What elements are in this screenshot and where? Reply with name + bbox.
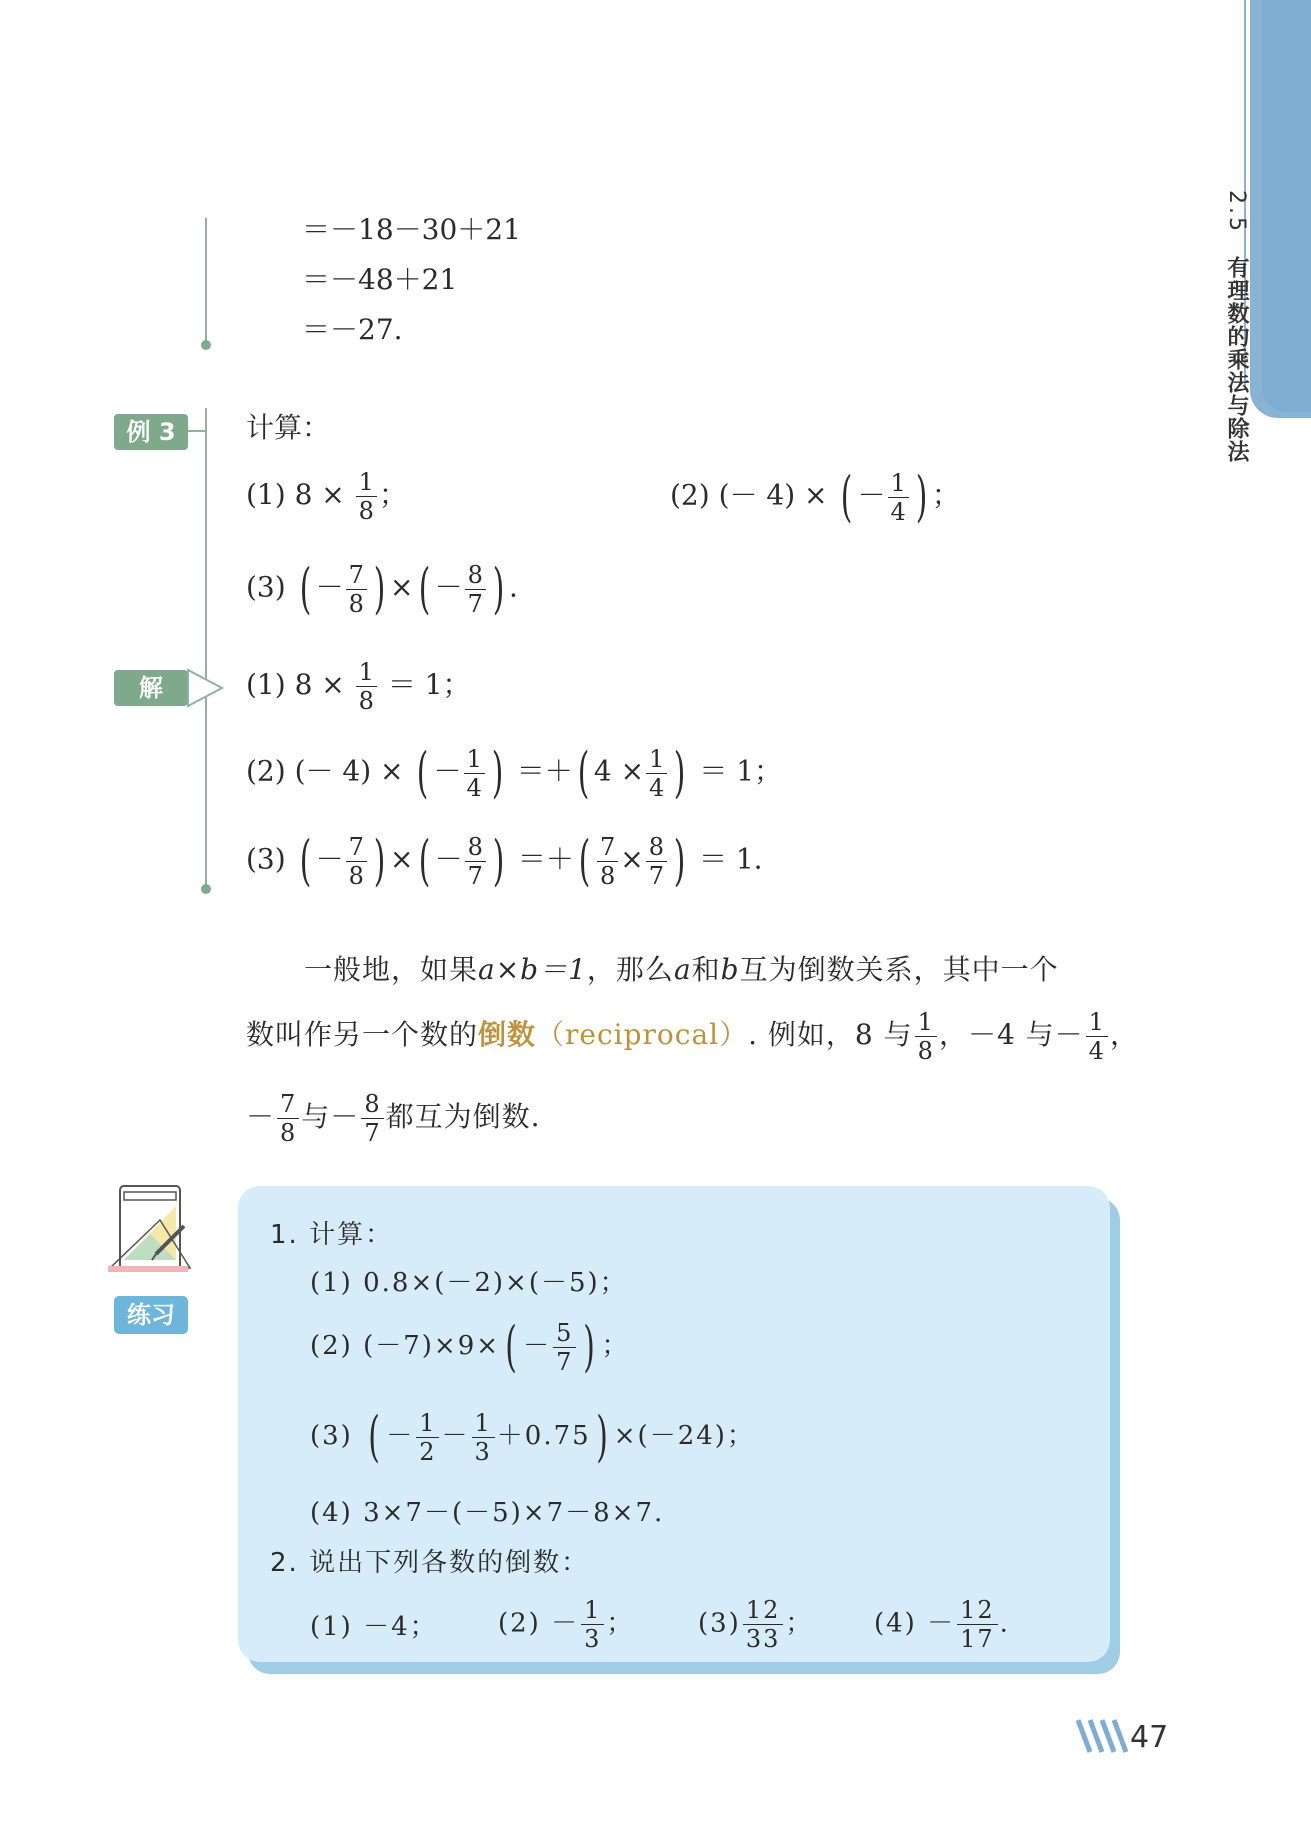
solution-line-1 [246, 660, 471, 713]
q1-part-4: (4) 3×7－(－5)×7－8×7. [310, 1498, 665, 1528]
fraction [888, 468, 909, 526]
fraction [465, 832, 486, 890]
q1-2-suffix: ； [601, 1331, 630, 1361]
def-text: . 例如，8 与 [748, 1018, 913, 1051]
denominator: 7 [467, 589, 483, 618]
right-paren: ) [491, 741, 504, 804]
right-paren: ) [673, 829, 686, 892]
left-paren: ( [841, 465, 853, 528]
numerator: 1 [1086, 1010, 1108, 1037]
def-text: － [246, 1100, 276, 1133]
s2-suffix: ＝ 1； [699, 754, 783, 788]
fraction [356, 660, 377, 713]
left-paren: ( [418, 829, 430, 892]
page-number: 47 [1130, 1720, 1169, 1755]
q2-3-suffix: ； [785, 1608, 814, 1639]
prev-solution-rule [205, 218, 207, 346]
right-paren: ) [674, 741, 686, 804]
q1-3-suffix: ×(－24)； [613, 1421, 755, 1451]
p3-prefix: (3) [246, 570, 286, 604]
q2-2-prefix: (2) － [498, 1608, 580, 1639]
denominator: 7 [364, 1119, 381, 1147]
q1-part-3: (3) ( － $\frac{1}{2}$ － $\frac{1}{3}$ ＋0.75) ×(－24)； [310, 1405, 755, 1468]
def-text: 都互为倒数. [385, 1100, 541, 1133]
fraction [646, 832, 667, 890]
q2-part-4 [874, 1598, 1010, 1651]
chapter-title-vertical [1222, 190, 1252, 463]
def-text: ， [1109, 1018, 1139, 1051]
denominator: 17 [960, 1625, 995, 1653]
right-paren: ) [373, 557, 386, 620]
left-paren: ( [299, 829, 311, 892]
prev-solution-dot [201, 340, 211, 350]
numerator: 12 [743, 1598, 784, 1625]
q2-3-prefix: (3) [698, 1608, 741, 1639]
example-label: 例 3 [114, 414, 188, 450]
numerator: 8 [465, 835, 486, 862]
solution-line-3: (3) ( － $\frac{7}{8}$ ) ×( － $\frac{8}{7}$ ) ＝＋( $\frac{7}{8}$ × $\frac{8}{7}$ ) ＝ 1. [246, 829, 763, 892]
example-part-2 [670, 465, 960, 528]
solution-line-2: (2) (－ 4) × ( － $\frac{1}{4}$ ) ＝＋( 4 × $\frac{1}{4}$ ) ＝ 1； [246, 741, 783, 804]
q1-2-prefix: (2) (－7)×9× [310, 1331, 501, 1361]
right-paren: ) [373, 829, 386, 892]
def-var-b: b [720, 953, 740, 986]
s2-prefix: (2) (－ 4) × [246, 754, 404, 788]
denominator: 2 [419, 1437, 437, 1466]
numerator: 1 [888, 471, 909, 498]
numerator: 1 [416, 1411, 439, 1438]
q2-part-2 [498, 1598, 634, 1651]
denominator: 8 [348, 589, 364, 618]
denominator: 4 [466, 773, 482, 802]
fraction [915, 1010, 937, 1063]
def-var-a: a [673, 953, 692, 986]
q1-part-1: (1) 0.8×(－2)×(－5)； [310, 1268, 628, 1298]
example-part-3: (3) ( － $\frac{7}{8}$ ) ×( － $\frac{8}{7}$ ) . [246, 557, 518, 620]
numerator: 7 [597, 835, 618, 862]
s1-prefix: (1) 8 × [246, 668, 345, 701]
keyword-english: （reciprocal） [536, 1018, 749, 1051]
numerator: 1 [646, 747, 667, 774]
q1-3-prefix: (3) [310, 1421, 353, 1451]
keyword-reciprocal: 倒数 [478, 1018, 537, 1051]
numerator: 7 [277, 1092, 299, 1119]
section-title: 有理数的乘法与除法 [1224, 256, 1249, 463]
fraction [743, 1598, 784, 1651]
right-paren: ) [492, 557, 505, 620]
numerator: 1 [581, 1598, 604, 1625]
denominator: 4 [1088, 1037, 1105, 1065]
fraction [957, 1598, 998, 1651]
left-paren: ( [299, 557, 311, 620]
denominator: 8 [280, 1119, 297, 1147]
p2-suffix: ； [931, 478, 960, 512]
left-paren: ( [578, 829, 591, 892]
left-paren: ( [368, 1405, 381, 1468]
fraction [472, 1408, 495, 1466]
denominator: 8 [358, 687, 374, 715]
practice-label: 练习 [114, 1296, 188, 1334]
s3-prefix: (3) [246, 842, 286, 876]
q1-part-2: (2) (－7)×9×( － $\frac{5}{7}$ ) ； [310, 1315, 630, 1378]
right-paren: ) [583, 1315, 597, 1378]
fraction [1086, 1010, 1108, 1063]
fraction [356, 470, 377, 523]
denominator: 4 [649, 773, 665, 802]
example-rule [205, 408, 207, 888]
left-paren: ( [417, 741, 429, 804]
example-end-dot [201, 884, 211, 894]
s1-suffix: ＝ 1； [387, 668, 471, 701]
numerator: 5 [553, 1321, 576, 1348]
numerator: 8 [646, 835, 667, 862]
def-text: ，那么 [586, 953, 674, 986]
numerator: 1 [464, 747, 485, 774]
denominator: 8 [358, 497, 374, 525]
numerator: 7 [346, 835, 367, 862]
page-stripes-icon [1074, 1718, 1130, 1754]
prev-line-3: ＝－27. [302, 313, 403, 346]
left-paren: ( [418, 557, 430, 620]
denominator: 8 [917, 1037, 934, 1065]
denominator: 3 [584, 1625, 602, 1653]
definition-line-2 [246, 1010, 1139, 1063]
prev-line-1: ＝－18－30＋21 [302, 213, 521, 246]
def-expression: a×b＝1 [478, 953, 587, 986]
definition-line-3 [246, 1092, 541, 1145]
side-chapter-tab [1262, 0, 1311, 412]
q1-3-tail: ＋0.75 [496, 1421, 591, 1451]
q2-4-suffix: . [999, 1608, 1010, 1639]
fraction [581, 1598, 604, 1651]
fraction [346, 560, 367, 618]
def-text: 数叫作另一个数的 [246, 1018, 479, 1051]
numerator: 7 [346, 563, 367, 590]
fraction [416, 1408, 439, 1466]
q2-part-3 [698, 1598, 813, 1651]
right-paren: ) [492, 829, 505, 892]
denominator: 7 [467, 861, 483, 890]
fraction [346, 832, 367, 890]
fraction [465, 560, 486, 618]
s2-inner: 4 × [593, 754, 645, 788]
def-text: 一般地，如果 [304, 953, 479, 986]
left-paren: ( [505, 1315, 518, 1378]
numerator: 8 [361, 1092, 383, 1119]
left-paren: ( [577, 741, 590, 804]
fraction [597, 832, 618, 890]
def-text: 互为倒数关系，其中一个 [739, 953, 1059, 986]
denominator: 33 [745, 1625, 781, 1653]
p2-prefix: (2) (－ 4) × [670, 478, 828, 512]
q2-4-prefix: (4) － [874, 1608, 956, 1639]
fraction [553, 1318, 576, 1376]
s3-suffix: ＝ 1. [698, 842, 763, 876]
fraction [646, 744, 667, 802]
numerator: 1 [472, 1411, 495, 1438]
p3-suffix: . [508, 570, 518, 604]
example-tick [188, 430, 206, 432]
denominator: 7 [648, 861, 664, 890]
q2-2-suffix: ； [606, 1608, 635, 1639]
numerator: 8 [465, 563, 486, 590]
fraction [361, 1092, 383, 1145]
p1-prefix: (1) 8 × [246, 478, 345, 511]
denominator: 8 [348, 861, 364, 890]
numerator: 12 [957, 1598, 998, 1625]
def-text: 与－ [301, 1100, 360, 1133]
section-number: 2.5 [1224, 190, 1249, 234]
denominator: 4 [890, 497, 906, 526]
p2-sign: － [857, 478, 886, 512]
definition-line-1 [304, 953, 1059, 986]
numerator: 1 [356, 470, 377, 497]
s3-mid: ＝＋ [517, 842, 574, 876]
def-text: ，－4 与－ [938, 1018, 1084, 1051]
def-text: 和 [691, 953, 721, 986]
s2-mid: ＝＋ [516, 754, 573, 788]
solution-label: 解 [114, 670, 188, 706]
example-part-1 [246, 470, 407, 523]
denominator: 7 [556, 1347, 574, 1376]
example-prompt: 计算： [246, 411, 331, 444]
prev-line-2: ＝－48＋21 [302, 263, 458, 296]
denominator: 8 [599, 861, 616, 890]
denominator: 3 [474, 1437, 492, 1466]
right-paren: ) [915, 465, 928, 528]
q2-title: 2. 说出下列各数的倒数： [270, 1548, 590, 1578]
q2-part-1: (1) －4； [310, 1612, 438, 1642]
fraction [464, 744, 485, 802]
right-paren: ) [595, 1405, 609, 1468]
numerator: 1 [356, 660, 377, 687]
solution-arrow [186, 668, 226, 708]
practice-icon [100, 1176, 200, 1286]
q1-title: 1. 计算： [270, 1220, 394, 1250]
numerator: 1 [915, 1010, 937, 1037]
p1-suffix: ； [378, 478, 407, 511]
fraction [277, 1092, 299, 1145]
